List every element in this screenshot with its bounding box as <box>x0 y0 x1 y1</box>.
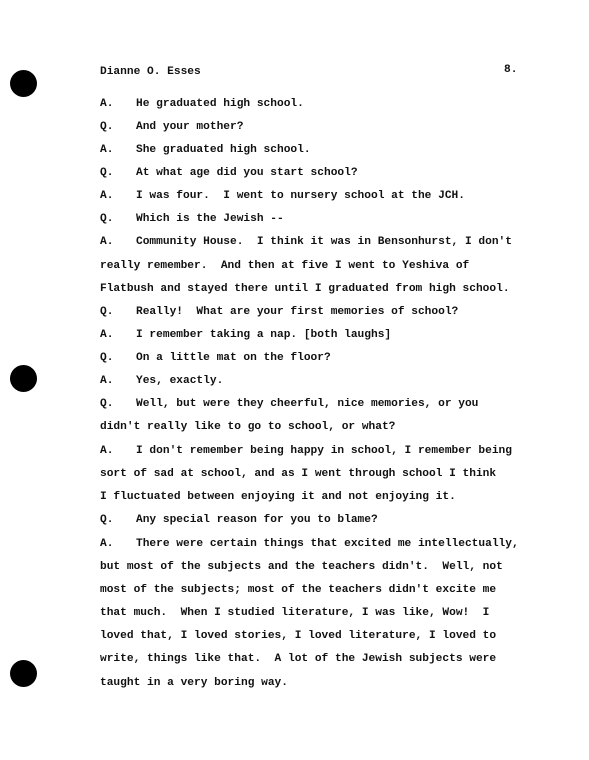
transcript-line <box>100 143 311 157</box>
speaker-label: A. <box>100 144 114 156</box>
line-text: There were certain things that excited me intellectually, <box>136 538 519 550</box>
speaker-label: Q. <box>100 352 114 364</box>
line-text: I fluctuated between enjoying it and not enjoying it. <box>100 491 456 503</box>
line-text: I was four. I went to nursery school at the JCH. <box>136 190 465 202</box>
line-text: Yes, exactly. <box>136 375 224 387</box>
line-text: Which is the Jewish -- <box>136 213 284 225</box>
line-text: I remember taking a nap. [both laughs] <box>136 329 392 341</box>
speaker-label: Q. <box>100 121 114 133</box>
transcript-line <box>100 490 456 504</box>
speaker-label: A. <box>100 236 114 248</box>
speaker-label: Q. <box>100 514 114 526</box>
line-text: sort of sad at school, and as I went through school I think <box>100 468 497 480</box>
line-text: write, things like that. A lot of the Jewish subjects were <box>100 653 497 665</box>
line-text: Community House. I think it was in Bensonhurst, I don't <box>136 236 512 248</box>
line-text: Any special reason for you to blame? <box>136 514 378 526</box>
transcript-line <box>100 467 496 481</box>
line-text: that much. When I studied literature, I was like, Wow! I <box>100 607 490 619</box>
transcript-line <box>100 120 243 134</box>
transcript-line <box>100 328 391 342</box>
line-text: Really! What are your first memories of school? <box>136 306 459 318</box>
line-text: On a little mat on the floor? <box>136 352 331 364</box>
transcript-line <box>100 259 469 273</box>
line-text: At what age did you start school? <box>136 167 358 179</box>
line-text: I don't remember being happy in school, I remember being <box>136 445 512 457</box>
line-text: Well, but were they cheerful, nice memories, or you <box>136 398 479 410</box>
line-text: And your mother? <box>136 121 244 133</box>
transcript-line <box>100 235 512 249</box>
speaker-label: A. <box>100 375 114 387</box>
line-text: loved that, I loved stories, I loved literature, I loved to <box>100 630 497 642</box>
transcript-line <box>100 606 489 620</box>
transcript-line <box>100 652 496 666</box>
speaker-label: A. <box>100 98 114 110</box>
punch-hole-bottom <box>10 660 37 687</box>
speaker-label: A. <box>100 538 114 550</box>
transcript-line <box>100 166 358 180</box>
speaker-label: A. <box>100 329 114 341</box>
line-text: really remember. And then at five I went to Yeshiva of <box>100 260 470 272</box>
transcript-line <box>100 629 496 643</box>
speaker-label: A. <box>100 190 114 202</box>
transcript-line <box>100 444 512 458</box>
line-text: most of the subjects; most of the teachers didn't excite me <box>100 584 497 596</box>
transcript-line <box>100 513 378 527</box>
transcript-line <box>100 397 478 411</box>
interviewee-name: Dianne O. Esses <box>100 66 201 78</box>
transcript-line <box>100 560 503 574</box>
speaker-label: Q. <box>100 398 114 410</box>
transcript-line <box>100 212 284 226</box>
page-number: 8. <box>504 64 518 76</box>
transcript-line <box>100 97 304 111</box>
transcript-line <box>100 583 496 597</box>
transcript-line <box>100 305 458 319</box>
punch-hole-top <box>10 70 37 97</box>
transcript-line <box>100 374 223 388</box>
punch-hole-middle <box>10 365 37 392</box>
line-text: taught in a very boring way. <box>100 677 288 689</box>
line-text: Flatbush and stayed there until I graduated from high school. <box>100 283 510 295</box>
speaker-label: A. <box>100 445 114 457</box>
line-text: She graduated high school. <box>136 144 311 156</box>
transcript-line <box>100 282 510 296</box>
speaker-label: Q. <box>100 167 114 179</box>
line-text: didn't really like to go to school, or what? <box>100 421 396 433</box>
transcript-line <box>100 420 395 434</box>
line-text: but most of the subjects and the teachers didn't. Well, not <box>100 561 503 573</box>
transcript-line <box>100 537 519 551</box>
line-text: He graduated high school. <box>136 98 304 110</box>
speaker-label: Q. <box>100 306 114 318</box>
speaker-label: Q. <box>100 213 114 225</box>
transcript-line <box>100 189 465 203</box>
transcript-line <box>100 676 288 690</box>
transcript-line <box>100 351 331 365</box>
